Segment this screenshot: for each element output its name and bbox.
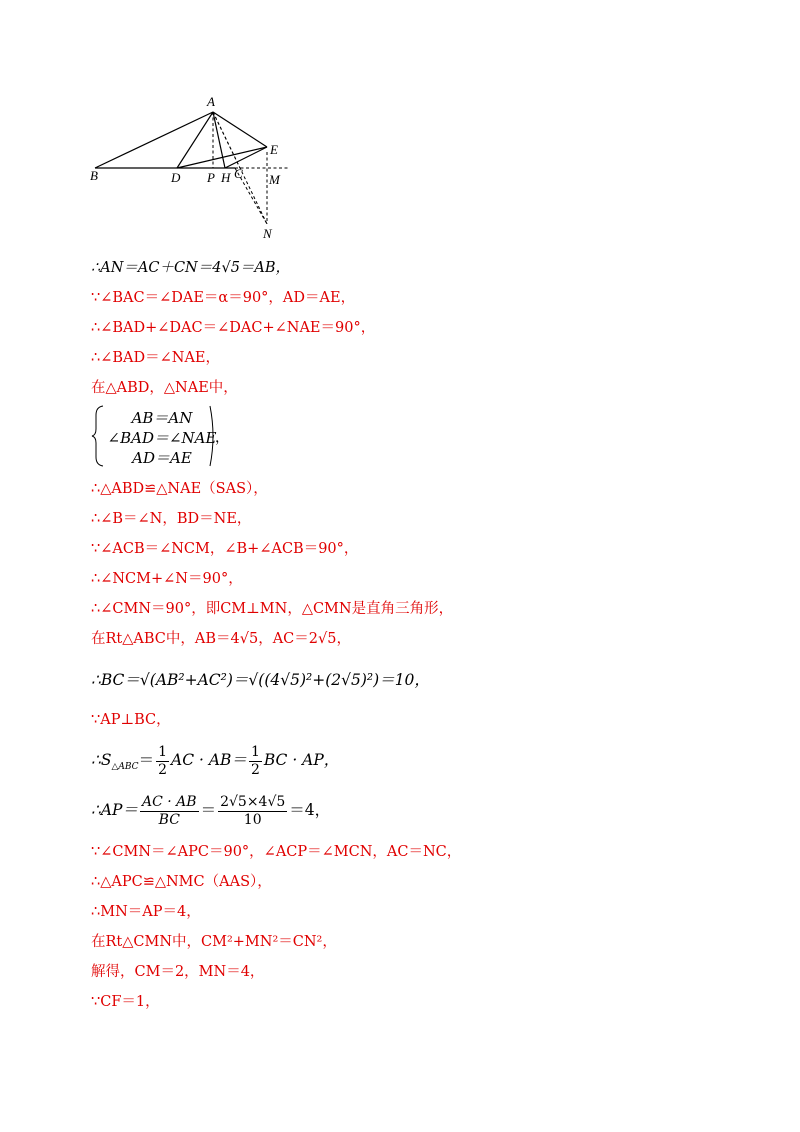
line-4: ∴∠BAD＝∠NAE， bbox=[91, 350, 221, 366]
line-12: ∴BC＝√(AB²+AC²)＝√((4√5)²+(2√5)²)＝10， bbox=[91, 671, 430, 689]
equation-system bbox=[91, 405, 229, 467]
line-19: 在Rt△CMN中，CM²+MN²＝CN²， bbox=[91, 934, 337, 950]
line-1: ∴AN＝AC＋CN＝4√5＝AB， bbox=[91, 260, 291, 276]
system-row-1: AB＝AN bbox=[131, 409, 193, 427]
label-A: A bbox=[207, 94, 215, 109]
system-comma: ， bbox=[215, 430, 229, 446]
line-7: ∴∠B＝∠N，BD＝NE， bbox=[91, 511, 252, 527]
label-D: D bbox=[171, 170, 181, 185]
line-21: ∵CF＝1， bbox=[91, 994, 160, 1010]
line-6: ∴△ABD≌△NAE（SAS）， bbox=[91, 481, 268, 497]
line-14: $\therefore S_{\triangle ABC}=$ $\frac{1}{2}$ AC · AB＝ $\frac{1}{2}$ BC · AP， bbox=[91, 743, 340, 778]
label-H: H bbox=[221, 170, 231, 185]
label-P: P bbox=[207, 170, 215, 185]
line-8: ∵∠ACB＝∠NCM，∠B+∠ACB＝90°， bbox=[91, 541, 359, 557]
label-M: M bbox=[269, 172, 280, 187]
label-E: E bbox=[270, 142, 278, 157]
line-13: ∵AP⊥BC， bbox=[91, 712, 171, 728]
label-C: C bbox=[234, 166, 243, 181]
line-10: ∴∠CMN＝90°，即CM⊥MN，△CMN是直角三角形， bbox=[91, 601, 454, 617]
line-5: 在△ABD，△NAE中， bbox=[91, 380, 238, 396]
label-N: N bbox=[263, 226, 272, 241]
line-15: ∴AP＝ $\frac{AC \cdot AB}{BC}$ ＝ $\frac{2√5\times 4√5}{10}$ ＝4， bbox=[91, 793, 331, 828]
line-2: ∵∠BAC＝∠DAE＝α＝90°，AD＝AE， bbox=[91, 290, 356, 306]
line-20: 解得，CM＝2，MN＝4， bbox=[91, 964, 265, 980]
line-17: ∴△APC≌△NMC（AAS）， bbox=[91, 874, 272, 890]
system-row-2: ∠BAD＝∠NAE bbox=[107, 429, 217, 447]
label-B: B bbox=[90, 168, 98, 183]
line-16: ∵∠CMN＝∠APC＝90°，∠ACP＝∠MCN，AC＝NC， bbox=[91, 844, 462, 860]
system-row-3: AD＝AE bbox=[132, 449, 192, 467]
left-brace-icon bbox=[91, 405, 105, 467]
geometry-figure bbox=[85, 92, 300, 242]
line-3: ∴∠BAD+∠DAC＝∠DAC+∠NAE＝90°， bbox=[91, 320, 376, 336]
line-11: 在Rt△ABC中，AB＝4√5，AC＝2√5， bbox=[91, 631, 351, 647]
line-9: ∴∠NCM+∠N＝90°， bbox=[91, 571, 243, 587]
line-18: ∴MN＝AP＝4， bbox=[91, 904, 201, 920]
